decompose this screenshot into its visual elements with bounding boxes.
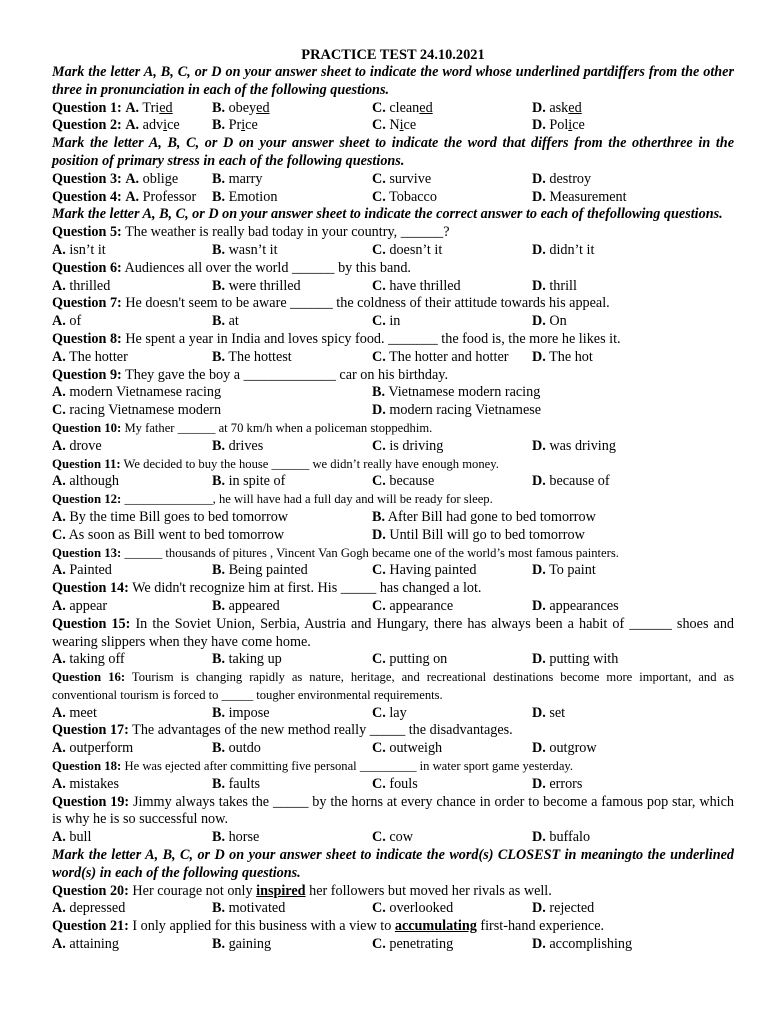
question-label: Question 21: [52, 918, 129, 935]
question-label: Question 7: [52, 295, 122, 312]
option-text: drove [69, 437, 102, 454]
question-8-stem [52, 331, 734, 349]
option-text: modern Vietnamese racing [69, 384, 222, 401]
question-11-stem [52, 456, 734, 474]
option-text: bull [69, 829, 92, 846]
option-text: doesn’t it [389, 241, 443, 258]
option-letter: D. [372, 526, 386, 543]
option-text: thrilled [69, 277, 111, 294]
option-text: putting with [549, 651, 619, 668]
option-letter: B. [212, 936, 226, 953]
question-19-options [52, 829, 734, 847]
option-text: mistakes [69, 775, 119, 792]
option-text: Vietnamese modern racing [388, 384, 541, 401]
option-letter: C. [52, 526, 66, 543]
option-text: gaining [228, 936, 272, 953]
question-label: Question 20: [52, 882, 129, 899]
question-text: I only applied for this business with a view to [132, 918, 395, 935]
question-label: Question 17: [52, 722, 129, 739]
option-text: rejected [549, 900, 595, 917]
option-letter: B. [212, 704, 226, 721]
option-letter: A. [52, 313, 66, 330]
option-letter: A. [52, 241, 66, 258]
option-letter: B. [212, 277, 226, 294]
question-label: Question 11: [52, 456, 121, 471]
option-text: destroy [549, 170, 592, 187]
option-text: On [549, 313, 567, 330]
question-label: Question 2: [52, 117, 122, 134]
option-letter: D. [372, 402, 386, 419]
question-1 [52, 100, 734, 118]
question-14-options [52, 598, 734, 616]
question-text: ______ thousands of pitures , Vincent Van Gogh became one of the world’s most famous painters. [124, 545, 619, 560]
option-letter: B. [212, 99, 226, 116]
option-text: didn’t it [549, 241, 595, 258]
option-letter: B. [212, 829, 226, 846]
option-letter: B. [212, 117, 226, 134]
option-letter: B. [212, 241, 226, 258]
question-12-options-ab [52, 509, 734, 527]
question-3 [52, 171, 734, 189]
question-text: We decided to buy the house ______ we didn’t really have enough money. [123, 456, 499, 471]
option-letter: A. [125, 170, 140, 187]
question-label: Question 1: [52, 99, 122, 116]
option-letter: A. [52, 829, 66, 846]
option-letter: A. [52, 900, 66, 917]
option-letter: D. [532, 562, 546, 579]
question-5-options [52, 242, 734, 260]
question-9-options-cd [52, 402, 734, 420]
question-21-stem [52, 918, 734, 936]
option-text: Professor [142, 188, 197, 205]
option-text: depressed [69, 900, 126, 917]
option-letter: B. [212, 170, 226, 187]
instruction-correct-answer: Mark the letter A, B, C, or D on your answer sheet to indicate the correct answer to each of thefollowing questions. [52, 206, 723, 223]
option-text: Emotion [228, 188, 278, 205]
option-letter: A. [52, 704, 66, 721]
question-9-stem [52, 367, 734, 385]
option-letter: A. [52, 775, 66, 792]
option-text: is driving [389, 437, 444, 454]
option-text: meet [69, 704, 97, 721]
option-letter: C. [372, 241, 386, 258]
underlined-word: inspired [256, 882, 306, 899]
option-text: although [69, 473, 119, 490]
option-text: survive [389, 170, 432, 187]
option-letter: C. [372, 437, 386, 454]
option-text: racing Vietnamese modern [69, 402, 222, 419]
option-letter: B. [212, 740, 226, 757]
option-text: outperform [69, 740, 134, 757]
question-text: He doesn't seem to be aware ______ the coldness of their attitude towards his appeal. [125, 295, 610, 312]
option-text: cow [389, 829, 413, 846]
question-16-options [52, 705, 734, 723]
option-letter: C. [372, 775, 386, 792]
question-5-stem [52, 224, 734, 242]
question-17-options [52, 740, 734, 758]
option-text: lay [389, 704, 407, 721]
option-letter: C. [372, 740, 386, 757]
question-label: Question 15: [52, 615, 131, 632]
option-text: overlooked [389, 900, 454, 917]
underlined-part: i [568, 117, 573, 134]
option-letter: C. [372, 99, 386, 116]
option-letter: D. [532, 900, 546, 917]
option-text: The hotter [69, 348, 128, 365]
question-label: Question 9: [52, 366, 122, 383]
option-text: appearance [389, 597, 454, 614]
option-text: Tobacco [389, 188, 437, 205]
option-letter: B. [212, 597, 226, 614]
option-letter: A. [52, 348, 66, 365]
question-12-options-cd [52, 527, 734, 545]
question-label: Question 16: [52, 670, 126, 685]
option-letter: C. [52, 402, 66, 419]
question-text: He spent a year in India and loves spicy food. _______ the food is, the more he likes it. [125, 330, 621, 347]
question-text: The advantages of the new method really _____ the disadvantages. [132, 722, 513, 739]
option-text: Pol [549, 117, 569, 134]
option-letter: D. [532, 313, 546, 330]
option-letter: C. [372, 170, 386, 187]
option-text: ce [572, 117, 585, 134]
option-letter: B. [212, 188, 226, 205]
option-text: obey [228, 99, 257, 116]
option-text: As soon as Bill went to bed tomorrow [68, 526, 285, 543]
question-20-stem [52, 883, 734, 901]
question-label: Question 8: [52, 330, 122, 347]
question-15-stem [52, 616, 734, 652]
underlined-part: ed [256, 99, 270, 116]
option-text: taking off [69, 651, 125, 668]
option-letter: C. [372, 277, 386, 294]
question-4 [52, 189, 734, 207]
question-text: My father ______ at 70 km/h when a policeman stoppedhim. [124, 420, 433, 435]
option-letter: D. [532, 188, 546, 205]
option-letter: A. [52, 384, 66, 401]
option-letter: B. [212, 313, 226, 330]
option-text: attaining [69, 936, 119, 953]
option-letter: A. [125, 99, 140, 116]
option-letter: D. [532, 99, 546, 116]
underlined-part: ed [568, 99, 582, 116]
question-label: Question 19: [52, 793, 130, 810]
question-text: We didn't recognize him at first. His _____ has changed a lot. [132, 580, 482, 597]
underlined-part: i [399, 117, 404, 134]
option-letter: D. [532, 775, 546, 792]
option-letter: D. [532, 117, 546, 134]
option-text: ce [403, 117, 417, 134]
option-text: buffalo [549, 829, 591, 846]
question-13-stem [52, 545, 734, 563]
option-letter: A. [52, 651, 66, 668]
option-text: Until Bill will go to bed tomorrow [389, 526, 585, 543]
question-11-options [52, 473, 734, 491]
instruction-stress: Mark the letter A, B, C, or D on your answer sheet to indicate the word that differs from the otherthree in the position of primary stress in each of the following questions. [52, 135, 734, 169]
question-label: Question 18: [52, 759, 122, 774]
option-text: ask [549, 99, 569, 116]
question-6-stem [52, 260, 734, 278]
option-text: because [389, 473, 435, 490]
question-text: ______________, he will have had a full day and will be ready for sleep. [124, 492, 493, 507]
option-text: By the time Bill goes to bed tomorrow [69, 508, 289, 525]
option-letter: B. [212, 562, 226, 579]
option-letter: B. [212, 437, 226, 454]
option-letter: C. [372, 651, 386, 668]
option-letter: C. [372, 313, 386, 330]
option-text: at [228, 313, 239, 330]
option-letter: D. [532, 651, 546, 668]
question-text: her followers but moved her rivals as well. [305, 882, 552, 899]
question-label: Question 13: [52, 545, 122, 560]
option-text: oblige [142, 170, 179, 187]
option-text: in [389, 313, 401, 330]
option-letter: B. [212, 900, 226, 917]
question-2 [52, 117, 734, 135]
option-letter: D. [532, 241, 546, 258]
option-text: of [69, 313, 82, 330]
option-letter: B. [212, 775, 226, 792]
option-text: impose [228, 704, 270, 721]
option-letter: B. [212, 348, 226, 365]
option-text: ce [167, 117, 180, 134]
option-text: fouls [389, 775, 418, 792]
question-16-stem [52, 669, 734, 705]
question-label: Question 6: [52, 259, 122, 276]
option-text: accomplishing [549, 936, 633, 953]
option-letter: D. [532, 473, 546, 490]
option-text: errors [549, 775, 583, 792]
question-label: Question 10: [52, 420, 122, 435]
question-13-options [52, 562, 734, 580]
option-text: taking up [228, 651, 282, 668]
option-text: appeared [228, 597, 280, 614]
question-8-options [52, 349, 734, 367]
question-label: Question 3: [52, 170, 122, 187]
option-letter: A. [52, 740, 66, 757]
option-letter: D. [532, 170, 546, 187]
option-text: marry [228, 170, 263, 187]
option-text: were thrilled [228, 277, 301, 294]
option-letter: D. [532, 277, 546, 294]
option-letter: D. [532, 936, 546, 953]
question-18-stem [52, 758, 734, 776]
option-text: thrill [549, 277, 577, 294]
question-10-options [52, 438, 734, 456]
option-text: penetrating [389, 936, 454, 953]
question-text: Jimmy always takes the _____ by the horns at every chance in order to become a famous pop star, which is why he is so successful now. [52, 793, 735, 828]
option-letter: A. [52, 277, 66, 294]
option-text: horse [228, 829, 260, 846]
question-label: Question 14: [52, 580, 129, 597]
question-label: Question 12: [52, 492, 122, 507]
option-letter: D. [532, 348, 546, 365]
option-letter: C. [372, 900, 386, 917]
option-letter: C. [372, 348, 386, 365]
option-text: ce [245, 117, 258, 134]
question-text: Audiences all over the world ______ by this band. [124, 259, 411, 276]
question-20-options [52, 900, 734, 918]
question-text: Tourism is changing rapidly as nature, heritage, and recreational destinations become more important, and as conventional tourism is forced to _____ tougher environmental requirements. [52, 670, 734, 702]
question-19-stem [52, 794, 734, 830]
option-letter: C. [372, 473, 386, 490]
question-text: In the Soviet Union, Serbia, Austria and Hungary, there has always been a habit of ______ shoes and wearing slippers when they have come home. [52, 615, 735, 650]
option-text: drives [228, 437, 264, 454]
underlined-part: i [163, 117, 168, 134]
option-letter: D. [532, 829, 546, 846]
option-letter: A. [52, 508, 66, 525]
underlined-part: ed [159, 99, 173, 116]
option-text: appearances [549, 597, 619, 614]
option-text: Having painted [389, 562, 477, 579]
option-text: because of [549, 473, 610, 490]
option-text: outweigh [389, 740, 443, 757]
option-text: putting on [389, 651, 448, 668]
option-text: appear [69, 597, 108, 614]
question-text: first-hand experience. [476, 918, 605, 935]
instruction-pronunciation: Mark the letter A, B, C, or D on your answer sheet to indicate the word whose underlined partdiffers from the other three in pronunciation in each of the following questions. [52, 64, 734, 98]
option-text: N [389, 117, 400, 134]
option-letter: A. [52, 562, 66, 579]
option-letter: B. [212, 473, 226, 490]
question-label: Question 5: [52, 224, 122, 241]
option-letter: C. [372, 117, 386, 134]
option-text: in spite of [228, 473, 286, 490]
option-letter: C. [372, 829, 386, 846]
question-12-stem [52, 491, 734, 509]
question-text: The weather is really bad today in your country, ______? [125, 224, 450, 241]
question-10-stem [52, 420, 734, 438]
option-text: Tri [142, 99, 160, 116]
option-letter: A. [52, 437, 66, 454]
instruction-closest-meaning: Mark the letter A, B, C, or D on your answer sheet to indicate the word(s) CLOSEST in meaningto the underlined word(s) in each of the following questions. [52, 847, 734, 881]
option-text: outdo [228, 740, 261, 757]
option-text: Painted [69, 562, 112, 579]
underlined-part: ed [419, 99, 433, 116]
question-21-options [52, 936, 734, 954]
option-letter: B. [212, 651, 226, 668]
question-18-options [52, 776, 734, 794]
option-letter: C. [372, 704, 386, 721]
option-text: set [549, 704, 566, 721]
question-14-stem [52, 580, 734, 598]
option-letter: B. [372, 384, 386, 401]
question-text: They gave the boy a _____________ car on his birthday. [125, 366, 449, 383]
underlined-part: i [241, 117, 246, 134]
option-letter: C. [372, 936, 386, 953]
option-letter: A. [52, 936, 66, 953]
question-17-stem [52, 722, 734, 740]
option-text: To paint [549, 562, 596, 579]
option-letter: A. [125, 117, 140, 134]
option-letter: A. [125, 188, 140, 205]
question-6-options [52, 278, 734, 296]
option-letter: C. [372, 188, 386, 205]
option-text: Measurement [549, 188, 627, 205]
option-text: modern racing Vietnamese [389, 402, 542, 419]
option-text: The hot [549, 348, 593, 365]
option-letter: D. [532, 704, 546, 721]
question-label: Question 4: [52, 188, 122, 205]
option-letter: D. [532, 597, 546, 614]
question-9-options-ab [52, 384, 734, 402]
option-text: isn’t it [69, 241, 106, 258]
option-letter: D. [532, 437, 546, 454]
question-7-options [52, 313, 734, 331]
option-text: Pr [228, 117, 242, 134]
question-text: Her courage not only [132, 882, 257, 899]
option-text: have thrilled [389, 277, 461, 294]
page-title: PRACTICE TEST 24.10.2021 [301, 47, 485, 63]
option-text: After Bill had gone to bed tomorrow [387, 508, 596, 525]
option-text: outgrow [549, 740, 597, 757]
option-letter: A. [52, 473, 66, 490]
option-text: wasn’t it [228, 241, 278, 258]
option-text: clean [389, 99, 420, 116]
option-text: adv [142, 117, 164, 134]
option-text: The hottest [228, 348, 292, 365]
option-letter: A. [52, 597, 66, 614]
option-letter: B. [372, 508, 386, 525]
option-text: The hotter and hotter [389, 348, 509, 365]
question-15-options [52, 651, 734, 669]
option-text: was driving [549, 437, 616, 454]
option-text: motivated [228, 900, 286, 917]
question-7-stem [52, 295, 734, 313]
question-text: He was ejected after committing five personal _________ in water sport game yesterday. [124, 759, 574, 774]
option-letter: D. [532, 740, 546, 757]
option-letter: C. [372, 562, 386, 579]
option-text: faults [228, 775, 261, 792]
underlined-word: accumulating [394, 918, 477, 935]
option-letter: C. [372, 597, 386, 614]
option-text: Being painted [228, 562, 308, 579]
